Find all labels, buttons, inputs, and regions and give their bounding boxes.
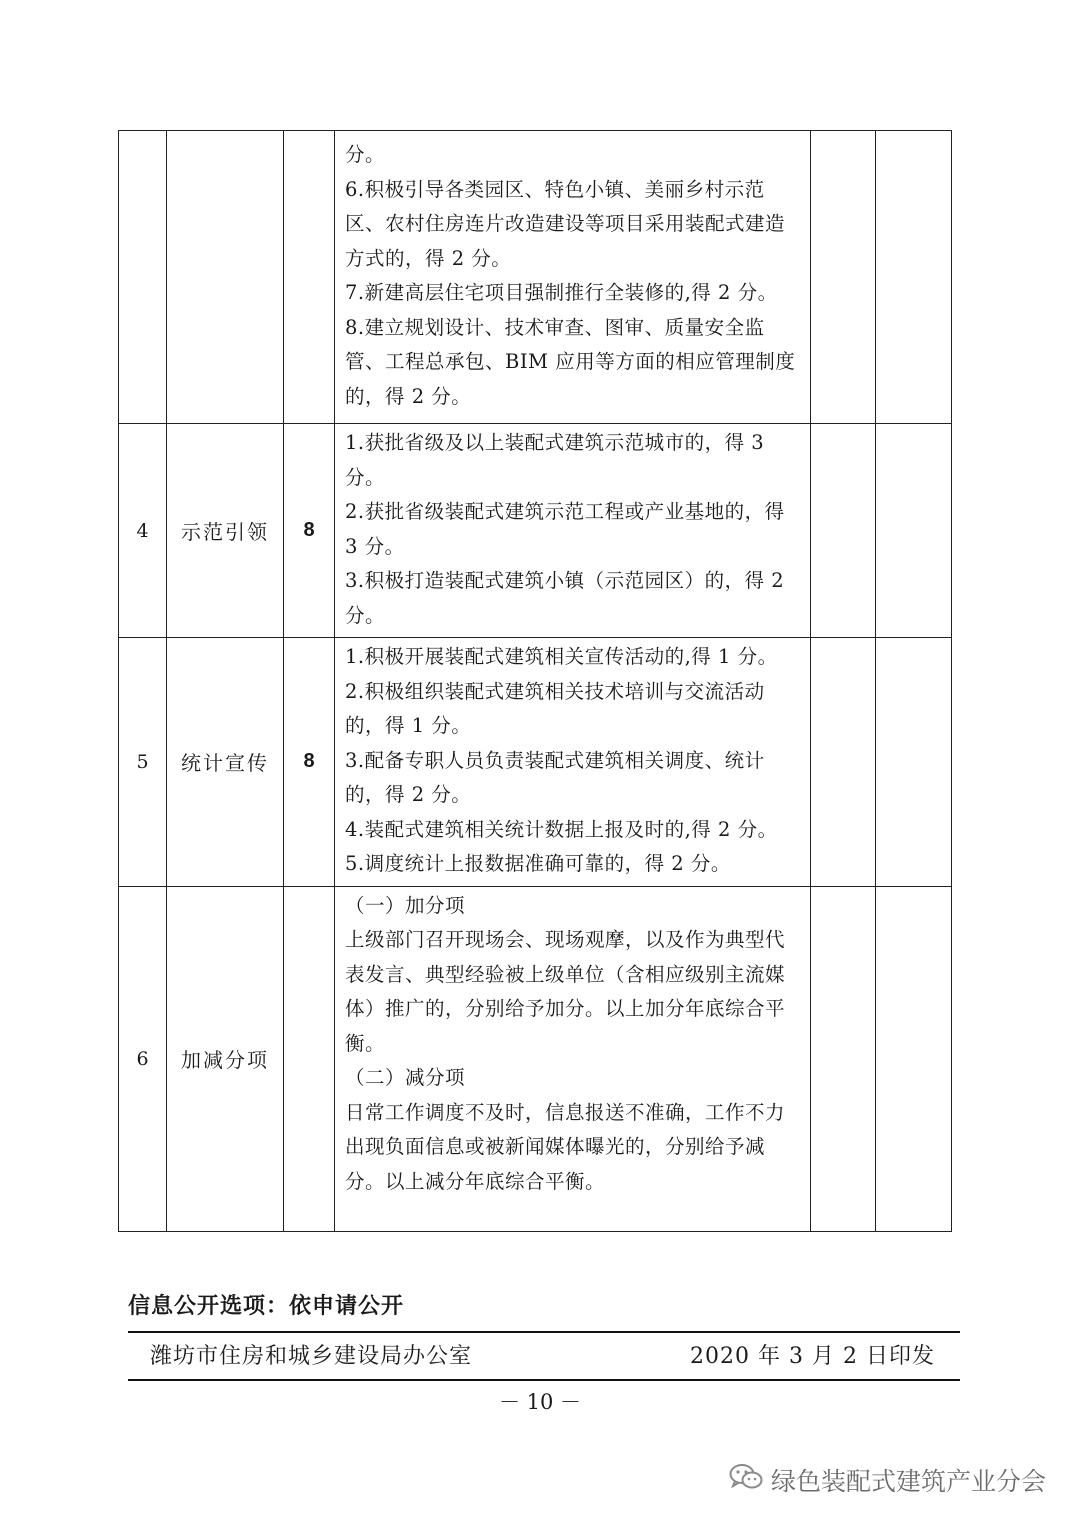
criteria-line: 1.积极开展装配式建筑相关宣传活动的,得 1 分。 bbox=[345, 645, 778, 668]
row-self-score-cell bbox=[811, 886, 876, 1231]
criteria-line: 5.调度统计上报数据准确可靠的，得 2 分。 bbox=[345, 852, 731, 875]
row-criteria bbox=[335, 886, 811, 1231]
criteria-line: 上级部门召开现场会、现场观摩，以及作为典型代表发言、典型经验被上级单位（含相应级别主流媒体）推广的，分别给予加分。以上加分年底综合平衡。 bbox=[345, 928, 786, 1055]
row-number bbox=[119, 131, 167, 424]
issue-date: 2020 年 3 月 2 日印发 bbox=[690, 1344, 935, 1369]
row-criteria bbox=[335, 638, 811, 887]
row-item-name: 加减分项 bbox=[167, 886, 284, 1231]
criteria-line: 8.建立规划设计、技术审查、图审、质量安全监管、工程总承包、BIM 应用等方面的相应管理制度的，得 2 分。 bbox=[345, 315, 796, 408]
row-item-name: 示范引领 bbox=[167, 424, 284, 638]
footer-bottom-rule bbox=[128, 1379, 960, 1381]
criteria-line: 分。 bbox=[345, 143, 386, 166]
issuer-name: 潍坊市住房和城乡建设局办公室 bbox=[150, 1344, 473, 1369]
criteria-line: 4.装配式建筑相关统计数据上报及时的,得 2 分。 bbox=[345, 817, 778, 841]
row-criteria bbox=[335, 424, 811, 638]
document-footer bbox=[150, 1339, 935, 1370]
row-number: 4 bbox=[119, 424, 167, 638]
criteria-line: 7.新建高层住宅项目强制推行全装修的,得 2 分。 bbox=[345, 281, 778, 304]
row-score bbox=[284, 886, 335, 1231]
criteria-line: 日常工作调度不及时，信息报送不准确，工作不力出现负面信息或被新闻媒体曝光的，分别给予减分。以上减分年底综合平衡。 bbox=[345, 1100, 786, 1193]
row-number: 5 bbox=[119, 638, 167, 887]
watermark-text: 绿色装配式建筑产业分会 bbox=[770, 1467, 1046, 1496]
criteria-line: 2.获批省级装配式建筑示范工程或产业基地的，得 3 分。 bbox=[345, 500, 785, 558]
scoring-table bbox=[118, 130, 952, 1232]
criteria-line: 3.积极打造装配式建筑小镇（示范园区）的，得 2 分。 bbox=[345, 569, 785, 627]
criteria-line: 6.积极引导各类园区、特色小镇、美丽乡村示范区、农村住房连片改造建设等项目采用装配式建造方式的，得 2 分。 bbox=[345, 177, 786, 270]
row-self-score-cell bbox=[811, 424, 876, 638]
info-disclosure-option: 信息公开选项：依申请公开 bbox=[128, 1293, 405, 1319]
row-self-score-cell bbox=[811, 638, 876, 887]
table-row bbox=[119, 886, 952, 1231]
row-number: 6 bbox=[119, 886, 167, 1231]
row-remark-cell bbox=[876, 424, 952, 638]
watermark bbox=[729, 1462, 1046, 1498]
row-remark-cell bbox=[876, 638, 952, 887]
row-self-score-cell bbox=[811, 131, 876, 424]
criteria-line: 2.积极组织装配式建筑相关技术培训与交流活动的，得 1 分。 bbox=[345, 679, 765, 737]
row-remark-cell bbox=[876, 886, 952, 1231]
criteria-line: （二）减分项 bbox=[345, 1066, 466, 1089]
table-row bbox=[119, 424, 952, 638]
row-item-name bbox=[167, 131, 284, 424]
table-row bbox=[119, 131, 952, 424]
scoring-table-container bbox=[118, 130, 951, 1232]
criteria-line: 1.获批省级及以上装配式建筑示范城市的，得 3 分。 bbox=[345, 431, 765, 489]
row-remark-cell bbox=[876, 131, 952, 424]
criteria-line: （一）加分项 bbox=[345, 893, 466, 917]
footer-top-rule bbox=[128, 1331, 960, 1333]
row-score: 8 bbox=[284, 638, 335, 887]
page-number: － 10 － bbox=[498, 1390, 582, 1414]
row-item-name: 统计宣传 bbox=[167, 638, 284, 887]
criteria-line: 3.配备专职人员负责装配式建筑相关调度、统计的，得 2 分。 bbox=[345, 748, 765, 806]
wechat-icon bbox=[729, 1463, 771, 1497]
row-score bbox=[284, 131, 335, 424]
row-criteria bbox=[335, 131, 811, 424]
table-row bbox=[119, 638, 952, 887]
row-score: 8 bbox=[284, 424, 335, 638]
